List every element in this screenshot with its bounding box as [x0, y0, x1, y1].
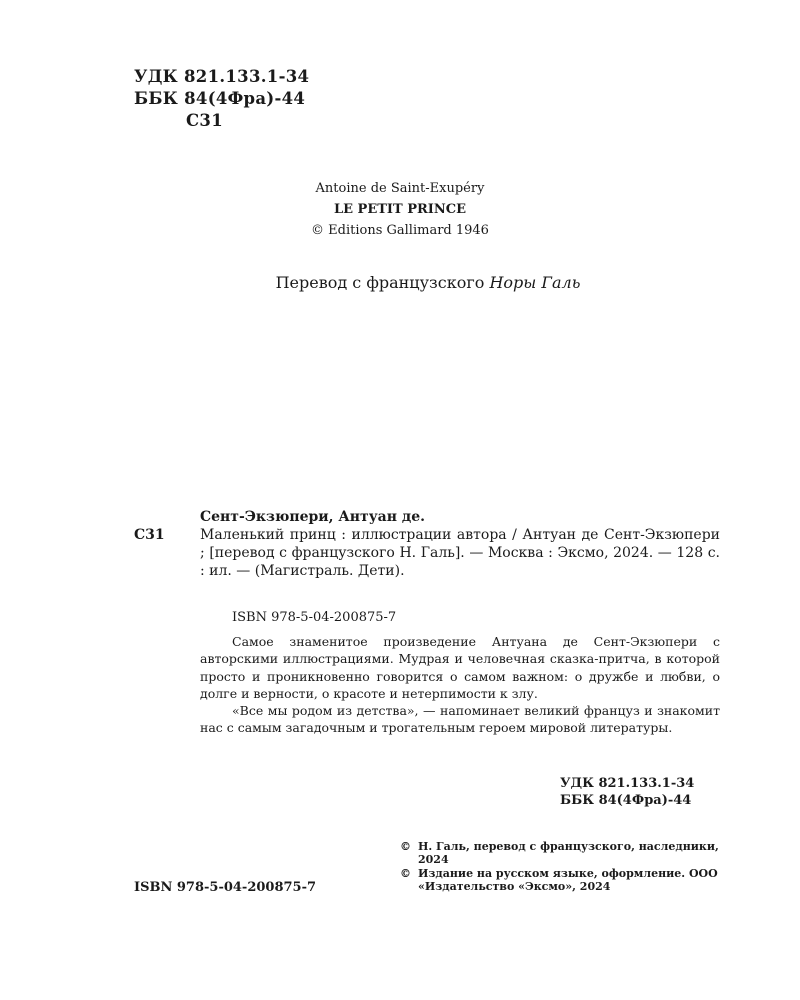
header-code: С31	[186, 111, 223, 130]
classification-bbk: ББК 84(4Фра)-44	[560, 793, 692, 808]
bib-code: С31	[134, 527, 165, 543]
annotation-paragraph-1: Самое знаменитое произведение Антуана де Сент-Экзюпери с авторскими иллюстрациями. Мудрая и человечная сказка-притча, в которой просто и проникновенно говорится о самом важном: о дружбе и любви, о долге и верности, о красоте и нетерпимости к злу.	[200, 634, 720, 701]
footer-isbn: ISBN 978-5-04-200875-7	[134, 880, 317, 895]
copyright-item	[400, 867, 730, 894]
original-author: Antoine de Saint-Exupéry	[315, 181, 485, 196]
classification-block	[560, 775, 720, 809]
header-udk: УДК 821.133.1-34	[134, 67, 310, 86]
bib-description: Маленький принц : иллюстрации автора / Антуан де Сент-Экзюпери ; [перевод с французского Н. Галь]. — Москва : Эксмо, 2024. — 128 с. : ил. — (Магистраль. Дети).	[200, 527, 720, 579]
copyright-notices	[400, 840, 730, 894]
copyright-text: Н. Галь, перевод с французского, наследники, 2024	[418, 840, 719, 867]
copyright-symbol: ©	[400, 866, 411, 880]
bibliographic-record	[134, 508, 720, 580]
original-copyright: © Editions Gallimard 1946	[311, 223, 489, 238]
header-bbk: ББК 84(4Фра)-44	[134, 89, 306, 108]
annotation-paragraph-2: «Все мы родом из детства», — напоминает великий француз и знакомит нас с самым загадочным и трогательным героем мировой литературы.	[200, 703, 720, 736]
header-classification	[134, 66, 309, 132]
bib-author-heading: Сент-Экзюпери, Антуан де.	[200, 509, 425, 525]
copyright-text: Издание на русском языке, оформление. ООО «Издательство «Эксмо», 2024	[418, 866, 718, 894]
copyright-symbol: ©	[400, 840, 411, 853]
original-edition	[0, 178, 800, 241]
annotation	[200, 633, 720, 737]
classification-udk: УДК 821.133.1-34	[560, 776, 695, 791]
original-title: LE PETIT PRINCE	[333, 202, 466, 217]
copyright-item	[400, 840, 730, 867]
bib-isbn: ISBN 978-5-04-200875-7	[232, 610, 397, 625]
translation-credit	[0, 273, 800, 292]
translation-prefix: Перевод с французского	[275, 273, 490, 292]
translator-name: Норы Галь	[489, 273, 581, 292]
